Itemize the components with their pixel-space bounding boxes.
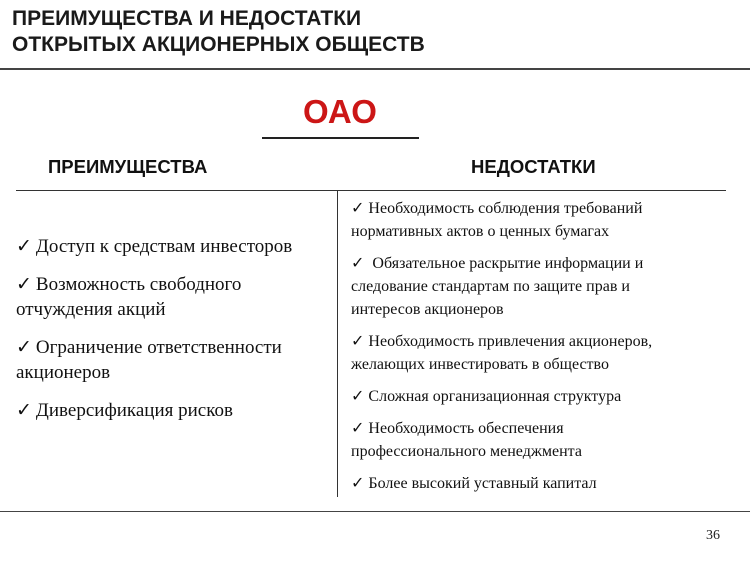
advantage-item (16, 398, 334, 423)
disadvantage-item-text: Необходимость обеспечения (368, 420, 564, 437)
advantage-item (16, 335, 334, 385)
advantage-item-text: отчуждения акций (16, 299, 166, 320)
advantage-item-text: Ограничение ответственности (35, 337, 282, 358)
disadvantage-item (351, 417, 731, 463)
disadvantage-item-text: желающих инвестировать в общество (351, 356, 609, 373)
disadvantage-item-text: Необходимость привлечения акционеров, (368, 333, 653, 350)
disadvantage-item (351, 385, 731, 408)
advantage-item-text: Диверсификация рисков (35, 400, 233, 421)
disadvantage-item (351, 472, 731, 495)
advantages-list (16, 234, 334, 436)
disadvantages-header: НЕДОСТАТКИ (471, 156, 596, 177)
disadvantages-list (351, 197, 731, 504)
advantage-item-text: Доступ к средствам инвесторов (35, 236, 293, 257)
page-number: 36 (706, 528, 720, 543)
footer-divider (0, 511, 750, 512)
checkmark-icon: ✓ (351, 255, 365, 272)
slide-title-line-2: ОТКРЫТЫХ АКЦИОНЕРНЫХ ОБЩЕСТВ (12, 33, 425, 56)
disadvantage-item-text: Обязательное раскрытие информации и (368, 255, 644, 272)
checkmark-icon: ✓ (16, 400, 32, 421)
disadvantage-item-text: Сложная организационная структура (368, 388, 622, 405)
disadvantage-item (351, 252, 731, 321)
disadvantage-item (351, 197, 731, 243)
slide-title (12, 6, 732, 58)
advantage-item (16, 234, 334, 259)
disadvantage-item (351, 330, 731, 376)
table-header-rule (16, 190, 726, 191)
advantage-item-text: Возможность свободного (35, 274, 242, 295)
main-heading-underline (262, 137, 419, 139)
checkmark-icon: ✓ (351, 200, 365, 217)
main-heading: ОАО (303, 93, 377, 130)
advantage-item-text: акционеров (16, 362, 111, 383)
checkmark-icon: ✓ (351, 475, 365, 492)
disadvantage-item-text: профессионального менеджмента (351, 443, 582, 460)
advantages-header: ПРЕИМУЩЕСТВА (48, 156, 208, 177)
checkmark-icon: ✓ (351, 333, 365, 350)
disadvantage-item-text: Необходимость соблюдения требований (368, 200, 643, 217)
checkmark-icon: ✓ (16, 274, 32, 295)
checkmark-icon: ✓ (16, 236, 32, 257)
checkmark-icon: ✓ (16, 337, 32, 358)
advantage-item (16, 272, 334, 322)
title-divider (0, 68, 750, 70)
slide-title-line-1: ПРЕИМУЩЕСТВА И НЕДОСТАТКИ (12, 7, 362, 30)
disadvantage-item-text: следование стандартам по защите прав и (351, 278, 630, 295)
column-divider (337, 191, 338, 497)
checkmark-icon: ✓ (351, 388, 365, 405)
disadvantage-item-text: интересов акционеров (351, 301, 504, 318)
disadvantage-item-text: нормативных актов о ценных бумагах (351, 223, 610, 240)
checkmark-icon: ✓ (351, 420, 365, 437)
disadvantage-item-text: Более высокий уставный капитал (368, 475, 597, 492)
